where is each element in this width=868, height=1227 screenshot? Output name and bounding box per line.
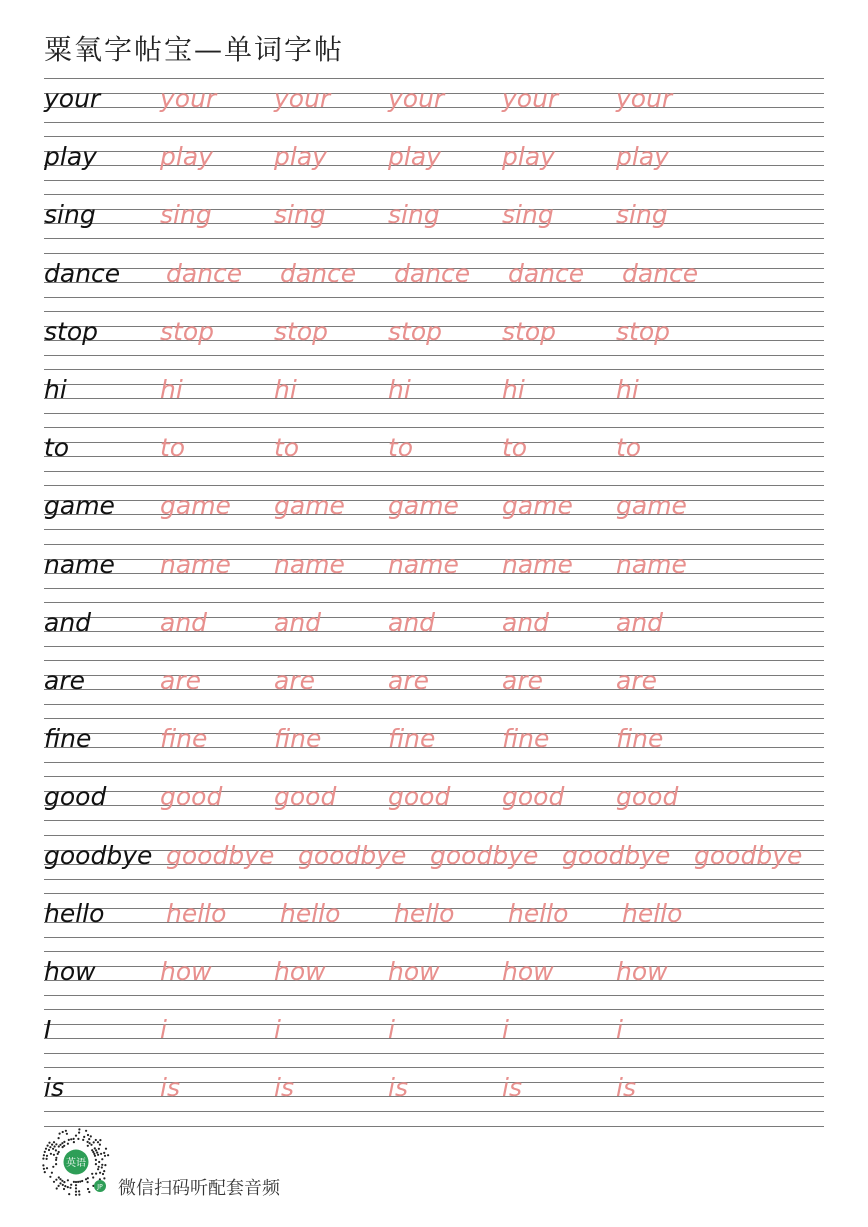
ruling-line bbox=[44, 718, 824, 719]
trace-word: and bbox=[160, 607, 208, 637]
trace-word: is bbox=[160, 1073, 180, 1103]
model-word: play bbox=[44, 142, 97, 172]
trace-word: i bbox=[502, 1015, 509, 1045]
trace-word: goodbye bbox=[562, 840, 671, 870]
trace-word: good bbox=[160, 782, 223, 812]
ruling-line bbox=[44, 704, 824, 705]
ruling-line bbox=[44, 253, 824, 254]
trace-word: game bbox=[274, 491, 345, 521]
trace-word: play bbox=[502, 142, 555, 172]
ruling-line bbox=[44, 238, 824, 239]
trace-word: how bbox=[388, 957, 440, 986]
ruling-line bbox=[44, 762, 824, 763]
ruling-line bbox=[44, 369, 824, 370]
model-word: I bbox=[44, 1015, 52, 1045]
model-word: name bbox=[44, 549, 115, 579]
ruling-line bbox=[44, 660, 824, 661]
trace-word: hi bbox=[502, 375, 525, 404]
trace-word: game bbox=[502, 491, 573, 521]
ruling-line bbox=[44, 937, 824, 938]
ruling-line bbox=[44, 588, 824, 589]
trace-word: play bbox=[388, 142, 441, 172]
trace-word: dance bbox=[622, 258, 699, 288]
trace-word: goodbye bbox=[298, 840, 407, 870]
model-word: your bbox=[44, 84, 101, 113]
ruling-line bbox=[44, 1009, 824, 1010]
trace-word: stop bbox=[388, 316, 442, 346]
trace-word: are bbox=[616, 666, 657, 695]
trace-word: i bbox=[274, 1015, 281, 1045]
trace-word: hi bbox=[616, 375, 639, 404]
trace-word: is bbox=[274, 1073, 294, 1103]
ruling-line bbox=[44, 355, 824, 356]
trace-word: i bbox=[616, 1015, 623, 1045]
trace-word: dance bbox=[166, 258, 243, 288]
ruling-line bbox=[44, 835, 824, 836]
ruling-line bbox=[44, 951, 824, 952]
trace-word: i bbox=[160, 1015, 167, 1045]
ruling-line bbox=[44, 136, 824, 137]
ruling-line bbox=[44, 646, 824, 647]
trace-word: i bbox=[388, 1015, 395, 1045]
trace-word: is bbox=[616, 1073, 636, 1103]
ruling-line bbox=[44, 413, 824, 414]
trace-word: game bbox=[160, 491, 231, 521]
model-word: are bbox=[44, 666, 85, 695]
trace-word: name bbox=[160, 549, 231, 579]
trace-word: is bbox=[388, 1073, 408, 1103]
ruling-line bbox=[44, 485, 824, 486]
ruling-line bbox=[44, 820, 824, 821]
ruling-line bbox=[44, 529, 824, 530]
trace-word: your bbox=[274, 84, 331, 113]
scan-instruction: 微信扫码听配套音频 bbox=[118, 1178, 280, 1199]
trace-word: goodbye bbox=[694, 840, 803, 870]
trace-word: your bbox=[388, 84, 445, 113]
trace-word: stop bbox=[616, 316, 670, 346]
trace-word: and bbox=[274, 607, 322, 637]
trace-word: dance bbox=[508, 258, 585, 288]
model-word: and bbox=[44, 607, 92, 637]
trace-word: hello bbox=[508, 898, 569, 928]
trace-word: goodbye bbox=[166, 840, 275, 870]
model-word: good bbox=[44, 782, 107, 812]
trace-word: sing bbox=[616, 200, 668, 230]
trace-word: fine bbox=[274, 724, 322, 754]
trace-word: sing bbox=[388, 200, 440, 230]
trace-word: are bbox=[502, 666, 543, 695]
trace-word: dance bbox=[394, 258, 471, 288]
trace-word: sing bbox=[274, 200, 326, 230]
trace-word: to bbox=[502, 433, 528, 463]
trace-word: your bbox=[160, 84, 217, 113]
trace-word: hello bbox=[394, 898, 455, 928]
ruling-line bbox=[44, 180, 824, 181]
trace-word: sing bbox=[502, 200, 554, 230]
trace-word: hi bbox=[160, 375, 183, 404]
ruling-line bbox=[44, 427, 824, 428]
trace-word: stop bbox=[502, 316, 556, 346]
trace-word: play bbox=[616, 142, 669, 172]
model-word: hi bbox=[44, 375, 67, 404]
trace-word: your bbox=[616, 84, 673, 113]
model-word: goodbye bbox=[44, 840, 153, 870]
trace-word: stop bbox=[160, 316, 214, 346]
trace-word: are bbox=[274, 666, 315, 695]
trace-word: are bbox=[388, 666, 429, 695]
trace-word: to bbox=[160, 433, 186, 463]
model-word: game bbox=[44, 491, 115, 521]
trace-word: how bbox=[502, 957, 554, 986]
trace-word: goodbye bbox=[430, 840, 539, 870]
trace-word: fine bbox=[616, 724, 664, 754]
trace-word: fine bbox=[502, 724, 550, 754]
model-word: how bbox=[44, 957, 96, 986]
trace-word: are bbox=[160, 666, 201, 695]
ruling-line bbox=[44, 297, 824, 298]
trace-word: hello bbox=[622, 898, 683, 928]
ruling-line bbox=[44, 995, 824, 996]
trace-word: and bbox=[616, 607, 664, 637]
trace-word: dance bbox=[280, 258, 357, 288]
trace-word: hello bbox=[280, 898, 341, 928]
ruling-line bbox=[44, 776, 824, 777]
trace-word: play bbox=[274, 142, 327, 172]
ruling-line bbox=[44, 1067, 824, 1068]
trace-word: good bbox=[502, 782, 565, 812]
trace-word: name bbox=[616, 549, 687, 579]
trace-word: hi bbox=[388, 375, 411, 404]
trace-word: hello bbox=[166, 898, 227, 928]
trace-word: to bbox=[616, 433, 642, 463]
ruling-line bbox=[44, 879, 824, 880]
qr-corner-text: JP bbox=[97, 1183, 103, 1191]
trace-word: good bbox=[616, 782, 679, 812]
ruling-line bbox=[44, 1053, 824, 1054]
trace-word: fine bbox=[160, 724, 208, 754]
ruling-line bbox=[44, 471, 824, 472]
model-word: hello bbox=[44, 898, 105, 928]
model-word: stop bbox=[44, 316, 98, 346]
footer bbox=[40, 1126, 340, 1198]
ruling-line bbox=[44, 893, 824, 894]
trace-word: game bbox=[616, 491, 687, 521]
ruling-line bbox=[44, 602, 824, 603]
trace-word: how bbox=[616, 957, 668, 986]
trace-word: name bbox=[502, 549, 573, 579]
trace-word: how bbox=[274, 957, 326, 986]
model-word: is bbox=[44, 1073, 64, 1103]
trace-word: how bbox=[160, 957, 212, 986]
trace-word: to bbox=[274, 433, 300, 463]
trace-word: good bbox=[388, 782, 451, 812]
trace-word: fine bbox=[388, 724, 436, 754]
ruling-line bbox=[44, 544, 824, 545]
trace-word: and bbox=[502, 607, 550, 637]
trace-word: and bbox=[388, 607, 436, 637]
trace-word: your bbox=[502, 84, 559, 113]
ruling-line bbox=[44, 194, 824, 195]
qr-code[interactable] bbox=[40, 1126, 112, 1198]
trace-word: to bbox=[388, 433, 414, 463]
trace-word: good bbox=[274, 782, 337, 812]
trace-word: is bbox=[502, 1073, 522, 1103]
qr-badge-text: 英语 bbox=[66, 1158, 86, 1169]
trace-word: hi bbox=[274, 375, 297, 404]
ruling-line bbox=[44, 1111, 824, 1112]
ruling-line bbox=[44, 311, 824, 312]
trace-word: game bbox=[388, 491, 459, 521]
trace-word: stop bbox=[274, 316, 328, 346]
ruling-line bbox=[44, 78, 824, 79]
trace-word: play bbox=[160, 142, 213, 172]
trace-word: name bbox=[274, 549, 345, 579]
ruling-line bbox=[44, 122, 824, 123]
model-word: to bbox=[44, 433, 70, 463]
model-word: sing bbox=[44, 200, 96, 230]
page-title: 粟氧字帖宝—单词字帖 bbox=[44, 33, 345, 66]
model-word: dance bbox=[44, 258, 121, 288]
trace-word: name bbox=[388, 549, 459, 579]
trace-word: sing bbox=[160, 200, 212, 230]
model-word: fine bbox=[44, 724, 92, 754]
